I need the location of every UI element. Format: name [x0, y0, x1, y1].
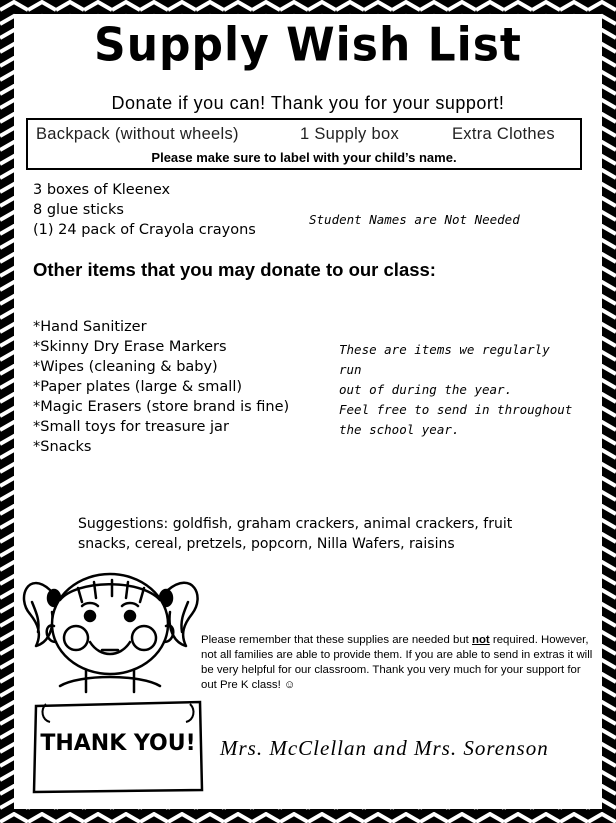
donate-heading: Other items that you may donate to our class: — [33, 259, 436, 280]
list-item: *Magic Erasers (store brand is fine) — [33, 399, 290, 415]
note-line: the school year. — [339, 422, 460, 437]
list-item: (1) 24 pack of Crayola crayons — [33, 222, 256, 238]
regular-items-note — [339, 340, 579, 440]
list-item: *Wipes (cleaning & baby) — [33, 359, 218, 375]
suggestions-text: Suggestions: goldfish, graham crackers, animal crackers, fruit snacks, cereal, pretzels, popcorn, Nilla Wafers, raisins — [78, 516, 513, 552]
note-line: out of during the year. — [339, 382, 513, 397]
reminder-text: required. However, not all families are able to provide them. If you are able to send in extras it will be very helpful for our classroom. Thank you very much for your support for out Pre K class! ☺ — [201, 634, 593, 691]
thank-you-text: THANK YOU! — [40, 731, 196, 756]
list-item: *Snacks — [33, 439, 92, 455]
page-title: Supply Wish List — [94, 18, 522, 73]
list-item: *Small toys for treasure jar — [33, 419, 229, 435]
list-item: 3 boxes of Kleenex — [33, 182, 171, 198]
reminder-emphasis: not — [472, 634, 490, 646]
list-item: *Paper plates (large & small) — [33, 379, 243, 395]
required-list — [33, 180, 256, 240]
student-names-note: Student Names are Not Needed — [309, 212, 520, 227]
label-note: Please make sure to label with your child’s name. — [151, 150, 457, 165]
list-item: 8 glue sticks — [33, 202, 124, 218]
donate-list — [33, 317, 289, 457]
reminder-text: Please remember that these supplies are needed but — [201, 634, 473, 646]
required-items-box — [26, 118, 582, 170]
list-item: *Skinny Dry Erase Markers — [33, 339, 227, 355]
subtitle: Donate if you can! Thank you for your support! — [111, 93, 505, 113]
required-items-row — [36, 125, 572, 144]
thank-you-sign — [32, 700, 204, 794]
girl-illustration — [20, 562, 220, 712]
reminder-paragraph — [201, 633, 599, 693]
required-item: Backpack (without wheels) — [36, 125, 239, 143]
list-item: *Hand Sanitizer — [33, 319, 147, 335]
note-line: Feel free to send in throughout — [339, 402, 573, 417]
required-item: Extra Clothes — [452, 125, 555, 143]
note-line: These are items we regularly run — [339, 342, 550, 377]
flyer-page — [14, 14, 602, 809]
signature: Mrs. McClellan and Mrs. Sorenson — [220, 736, 549, 760]
required-item: 1 Supply box — [300, 125, 399, 143]
